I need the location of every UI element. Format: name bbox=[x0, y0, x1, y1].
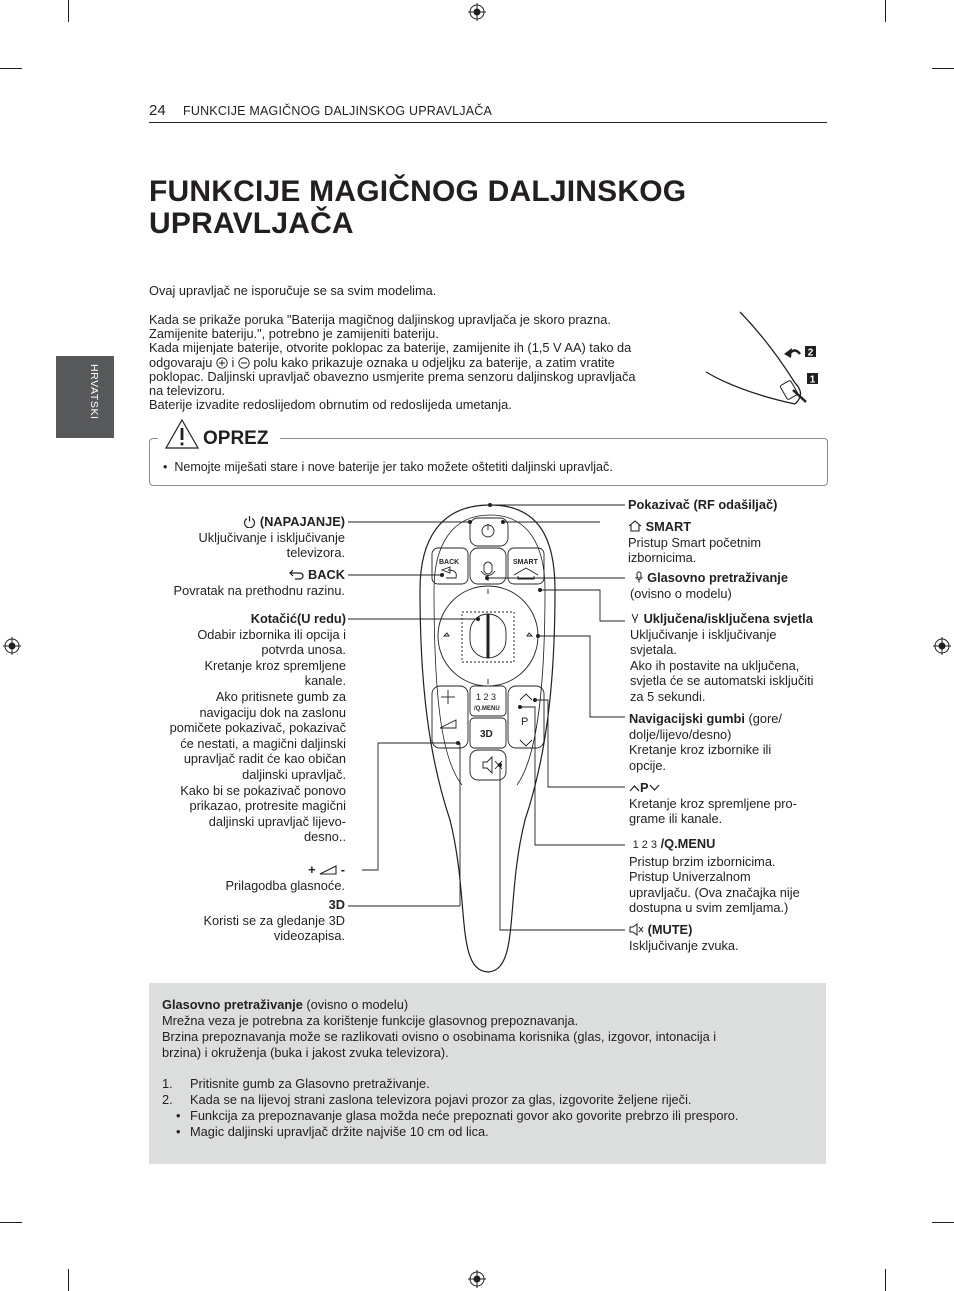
warning-triangle-icon bbox=[164, 418, 200, 450]
three-d-button bbox=[470, 718, 506, 748]
battery-line: Baterije izvadite redoslijedom obrnutim od redoslijeda umetanja. bbox=[149, 397, 512, 413]
note-bullet-text: Funkcija za prepoznavanje glasa možda neće prepoznati govor ako govorite prebrzo ili presporo. bbox=[190, 1108, 739, 1123]
note-bullet-text: Magic daljinski upravljač držite najviše 10 cm od lica. bbox=[190, 1124, 489, 1139]
home-icon bbox=[628, 520, 642, 532]
registration-mark-icon bbox=[933, 637, 951, 655]
battery-paragraph bbox=[149, 313, 699, 412]
mute-speaker-icon bbox=[629, 923, 644, 936]
light-bulb-icon bbox=[630, 612, 640, 624]
nav-label: Navigacijski gumbi (gore/ dolje/lijevo/desno) Kretanje kroz izbornike ili opcije. bbox=[629, 711, 782, 773]
page-title bbox=[149, 176, 789, 240]
battery-line: Kada se prikaže poruka "Baterija magičnog daljinskog upravljača je skoro prazna. bbox=[149, 312, 611, 327]
power-label: (NAPAJANJE) Uključivanje i isključivanje televizora. bbox=[198, 514, 345, 561]
crop-mark bbox=[932, 68, 954, 69]
smart-button bbox=[508, 548, 544, 584]
mute-button bbox=[470, 750, 506, 780]
crop-mark bbox=[885, 1269, 886, 1291]
minus-circle-icon bbox=[238, 357, 250, 369]
crop-mark bbox=[0, 1222, 22, 1223]
note-bullet: • bbox=[176, 1124, 181, 1139]
volume-button bbox=[432, 686, 468, 748]
registration-mark-icon bbox=[468, 3, 486, 21]
note-step: Kada se na lijevoj strani zaslona televizora pojavi prozor za glas, izgovorite željene riječi. bbox=[190, 1092, 692, 1107]
power-button bbox=[470, 518, 508, 546]
note-step-number: 2. bbox=[162, 1092, 173, 1107]
mute-label: (MUTE) Isključivanje zvuka. bbox=[629, 922, 739, 953]
step-2-marker: 2 bbox=[807, 347, 814, 359]
chevron-up-icon bbox=[629, 784, 640, 792]
page-title-line-1: FUNKCIJE MAGIČNOG DALJINSKOG bbox=[149, 175, 687, 208]
battery-line: Zamijenite bateriju.", potrebno je zamijeniti bateriju. bbox=[149, 326, 439, 342]
language-tab bbox=[56, 356, 114, 438]
note-line: brzina) i okruženja (buka i jakost zvuka televizora). bbox=[162, 1045, 449, 1060]
step-1-marker: 1 bbox=[809, 374, 816, 386]
intro-text: Ovaj upravljač ne isporučuje se sa svim modelima. bbox=[149, 283, 437, 298]
battery-line: na televizoru. bbox=[149, 383, 226, 399]
registration-mark-icon bbox=[468, 1270, 486, 1288]
battery-line: Kada mijenjate baterije, otvorite poklopac za baterije, zamijenite ih (1,5 V AA) tako da bbox=[149, 340, 632, 356]
back-button bbox=[432, 548, 468, 584]
three-d-label: 3D Koristi se za gledanje 3D videozapisa. bbox=[203, 897, 345, 944]
caution-title: OPREZ bbox=[203, 428, 269, 449]
program-label: P Kretanje kroz spremljene pro- grame ili kanale. bbox=[629, 780, 797, 827]
registration-mark-icon bbox=[3, 637, 21, 655]
note-step: Pritisnite gumb za Glasovno pretraživanje. bbox=[190, 1076, 430, 1091]
microphone-icon bbox=[634, 571, 644, 583]
crop-mark bbox=[68, 0, 69, 22]
nav-ring bbox=[438, 586, 538, 686]
running-header: FUNKCIJE MAGIČNOG DALJINSKOG UPRAVLJAČA bbox=[183, 104, 493, 118]
voice-search-note: Glasovno pretraživanje (ovisno o modelu) Mrežna veza je potrebna za korištenje funkcije glasovnog prepoznavanja. Brzina prepoznavanja može se razlikovati ovisno o osobinama korisnika (glas, izgovor, intonacija i brzina) i okruženja (buka i jakost zvuka televizora). 1. Pritisnite gumb za Glasovno pretraživanje. 2. Kada se na lijevoj strani zaslona televizora pojavi prozor za glas, izgovorite željene riječi. • Funkcija za prepoznavanje glasa možda neće prepoznati govor ako govorite prebrzo ili presporo. • Magic daljinski upravljač držite najviše 10 cm od lica. bbox=[149, 983, 826, 1164]
numbers-button-label: 1 2 3 bbox=[476, 692, 497, 702]
note-bullet: • bbox=[176, 1108, 181, 1123]
three-d-button-label: 3D bbox=[480, 729, 493, 740]
remote-inner-outline bbox=[434, 515, 490, 785]
light-label: Uključena/isključena svjetla Uključivanje i isključivanje svjetala. Ako ih postavite na uključena, svjetla će se automatski isključiti za 5 sekundi. bbox=[630, 611, 814, 704]
note-line: Brzina prepoznavanja može se razlikovati ovisno o osobinama korisnika (glas, izgovor, intonacija i bbox=[162, 1029, 717, 1044]
qmenu-button-label: /Q.MENU bbox=[474, 706, 500, 712]
chevron-down-icon bbox=[649, 784, 660, 792]
crop-mark bbox=[885, 0, 886, 22]
caution-item: • Nemojte miješati stare i nove baterije jer tako možete oštetiti daljinski upravljač. bbox=[163, 460, 613, 474]
note-step-number: 1. bbox=[162, 1076, 173, 1091]
header-rule bbox=[149, 122, 827, 123]
language-tab-label: HRVATSKI bbox=[88, 364, 100, 420]
wheel-label: Kotačić(U redu) Odabir izbornika ili opcija i potvrda unosa. Kretanje kroz spremljene kanale. Ako pritisnete gumb za navigaciju dok na zaslonu pomičete pokazivač, pokazivač će nestati, a magični daljinski upravljač radit će kao običan daljinski upravljač. Kako bi se pokazivač ponovo prikazao, protresite magični daljinski upravljač lijevo- desno.. bbox=[169, 611, 346, 845]
caution-rule bbox=[302, 437, 826, 438]
note-line: Mrežna veza je potrebna za korištenje funkcije glasovnog prepoznavanja. bbox=[162, 1013, 579, 1028]
volume-ramp-icon bbox=[319, 865, 337, 875]
crop-mark bbox=[932, 1222, 954, 1223]
page-number: 24 bbox=[149, 102, 166, 119]
page-title-line-2: UPRAVLJAČA bbox=[149, 207, 354, 240]
crop-mark bbox=[68, 1269, 69, 1291]
wheel-button bbox=[470, 614, 506, 658]
back-arrow-icon bbox=[289, 568, 304, 580]
pointer-label: Pokazivač (RF odašiljač) bbox=[628, 497, 778, 512]
smart-label: SMART Pristup Smart početnim izbornicima. bbox=[628, 519, 761, 566]
crop-mark bbox=[0, 68, 22, 69]
voice-label: Glasovno pretraživanje (ovisno o modelu) bbox=[630, 570, 788, 601]
voice-button bbox=[470, 548, 506, 584]
caution-header bbox=[158, 416, 280, 456]
qmenu-label: 1 2 3 /Q.MENU Pristup brzim izbornicima. Pristup Univerzalnom upravljaču. (Ova značajka nije dostupna u svim zemljama.) bbox=[629, 836, 800, 916]
plus-circle-icon bbox=[216, 357, 228, 369]
battery-line: poklopac. Daljinski upravljač obavezno usmjerite prema senzoru daljinskog upravljača bbox=[149, 368, 636, 384]
remote-body bbox=[420, 505, 555, 972]
channel-button bbox=[508, 686, 544, 748]
battery-line: odgovaraju i polu kako prikazuje oznaka u odjeljku za baterije, a zatim vratite bbox=[149, 354, 615, 370]
qmenu-button bbox=[470, 686, 506, 716]
battery-cover-illustration bbox=[700, 308, 825, 414]
power-icon bbox=[243, 515, 256, 528]
back-button-label: BACK bbox=[439, 559, 460, 566]
smart-button-label: SMART bbox=[513, 559, 538, 566]
back-label: BACK Povratak na prethodnu razinu. bbox=[173, 567, 345, 598]
volume-label: + - Prilagodba glasnoće. bbox=[225, 862, 345, 893]
p-button-label: P bbox=[521, 716, 529, 728]
